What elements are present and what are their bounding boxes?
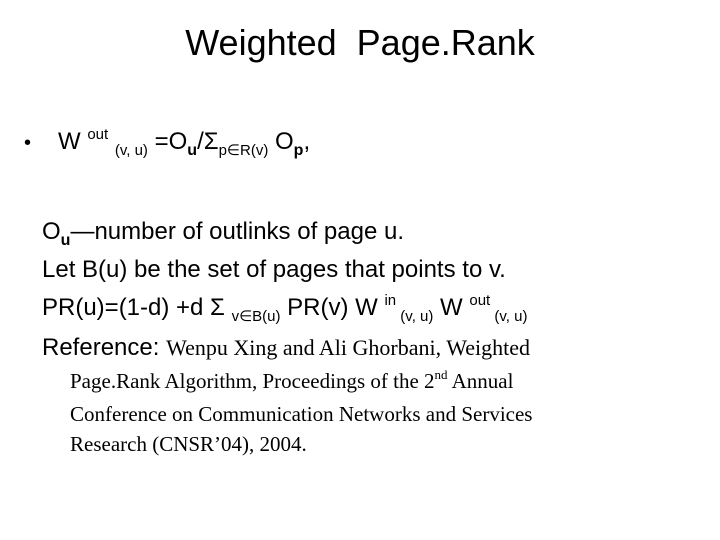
pr-vu2-sub: (v, u) xyxy=(490,308,528,325)
reference-label: Reference: xyxy=(42,334,167,361)
outlinks-u-sub: u xyxy=(60,232,71,249)
weight-formula xyxy=(24,126,311,159)
pr-vb-sub: v∈B(u) xyxy=(231,308,281,325)
reference-line-4: Research (CNSR’04), 2004. xyxy=(70,432,307,456)
formula-vu-sub: (v, u) xyxy=(114,142,148,159)
formula-comma: , xyxy=(303,128,311,155)
reference-line-3: Conference on Communication Networks and Services xyxy=(70,402,533,426)
reference-nd-sup: nd xyxy=(434,367,448,382)
formula-eq: =O xyxy=(147,128,188,155)
formula-out-sup: out xyxy=(87,126,109,143)
pr-pre: PR(u)=(1-d) +d Σ xyxy=(42,294,232,321)
outlinks-definition xyxy=(42,218,404,249)
outlinks-o: O xyxy=(42,218,61,245)
bullet-icon: • xyxy=(24,132,32,154)
formula-sigma: /Σ xyxy=(197,128,219,155)
pr-w: W xyxy=(433,294,470,321)
slide-title: Weighted Page.Rank xyxy=(185,22,535,63)
reference-continuation xyxy=(70,366,690,459)
pagerank-formula xyxy=(42,292,528,325)
formula-pr-sub: p∈R(v) xyxy=(218,142,269,159)
pr-vu1-sub: (v, u) xyxy=(396,308,434,325)
reference-line-2 xyxy=(70,366,690,399)
outlinks-text: —number of outlinks of page u. xyxy=(70,218,404,245)
formula-p-sub: p xyxy=(293,142,304,159)
reference-line-2-post: Annual xyxy=(447,369,514,393)
reference-line xyxy=(42,334,530,362)
formula-u-sub: u xyxy=(187,142,198,159)
reference-authors: Wenpu Xing and Ali Ghorbani, Weighted xyxy=(166,335,530,360)
reference-line-2-text: Page.Rank Algorithm, Proceedings of the 2 xyxy=(70,369,435,393)
pr-mid: PR(v) W xyxy=(280,294,385,321)
formula-o: O xyxy=(268,128,294,155)
pr-in-sup: in xyxy=(384,292,397,309)
bu-definition: Let B(u) be the set of pages that points to v. xyxy=(42,256,506,283)
formula-w: W xyxy=(58,128,81,155)
pr-out-sup: out xyxy=(469,292,491,309)
